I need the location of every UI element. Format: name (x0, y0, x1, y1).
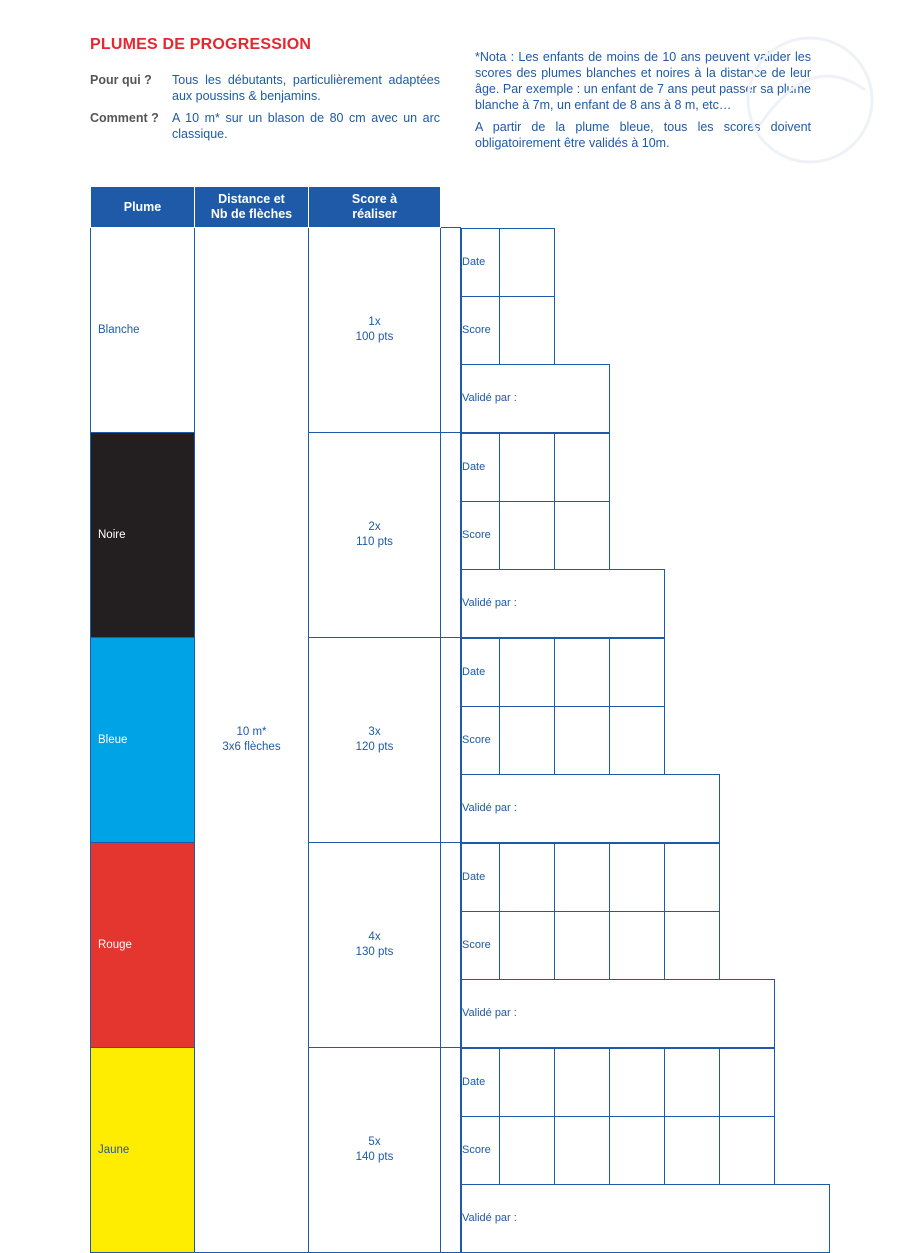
date-entry-cell[interactable] (610, 1048, 665, 1116)
date-label: Date (462, 228, 500, 296)
progression-table (90, 186, 841, 1253)
valide-entry-cell[interactable]: Validé par : (462, 979, 775, 1047)
score-entry-cell[interactable] (720, 1116, 775, 1184)
date-entry-cell[interactable] (555, 433, 610, 501)
date-entry-cell[interactable] (500, 228, 555, 296)
validation-grid (461, 228, 610, 433)
score-cell: 1x 100 pts (309, 228, 441, 433)
header-distance (195, 187, 309, 228)
header-spacer (441, 187, 461, 228)
validation-grid (461, 433, 665, 638)
score-entry-cell[interactable] (555, 501, 610, 569)
date-entry-cell[interactable] (610, 638, 665, 706)
score-cell: 5x 140 pts (309, 1048, 441, 1253)
score-row (462, 706, 720, 774)
gap-cell (441, 843, 461, 1048)
validation-grid-cell (461, 843, 841, 1048)
grid-spacer (665, 638, 720, 706)
score-entry-cell[interactable] (500, 296, 555, 364)
date-label: Date (462, 843, 500, 911)
score-entry-cell[interactable] (610, 1116, 665, 1184)
gap-cell (441, 433, 461, 638)
nota-paragraph: A partir de la plume bleue, tous les scores doivent obligatoirement être validés à 10m. (475, 120, 811, 150)
intro-text: A 10 m* sur un blason de 80 cm avec un arc classique. (172, 111, 440, 141)
validation-grid (461, 1048, 830, 1253)
date-entry-cell[interactable] (500, 1048, 555, 1116)
date-entry-cell[interactable] (610, 843, 665, 911)
score-entry-cell[interactable] (610, 706, 665, 774)
plume-cell: Rouge (91, 843, 195, 1048)
validation-grid-cell (461, 228, 841, 433)
score-entry-cell[interactable] (610, 911, 665, 979)
intro-row-who (90, 72, 440, 104)
date-entry-cell[interactable] (555, 638, 610, 706)
score-entry-cell[interactable] (665, 1116, 720, 1184)
score-row (462, 911, 775, 979)
score-entry-cell[interactable] (500, 911, 555, 979)
plume-cell: Noire (91, 433, 195, 638)
intro-row-how (90, 110, 440, 142)
score-label: Score (462, 501, 500, 569)
date-entry-cell[interactable] (555, 1048, 610, 1116)
date-row (462, 843, 775, 911)
score-label: Score (462, 1116, 500, 1184)
intro-text: Tous les débutants, particulièrement adaptées aux poussins & benjamins. (172, 73, 440, 103)
valide-row (462, 569, 665, 637)
date-entry-cell[interactable] (665, 843, 720, 911)
intro-label: Pour qui ? (90, 73, 152, 87)
score-entry-cell[interactable] (555, 911, 610, 979)
date-label: Date (462, 1048, 500, 1116)
date-row (462, 228, 610, 296)
logo-watermark-icon (740, 30, 880, 170)
grid-spacer (555, 228, 610, 296)
valide-row (462, 364, 610, 432)
date-entry-cell[interactable] (500, 433, 555, 501)
date-row (462, 638, 720, 706)
score-entry-cell[interactable] (500, 706, 555, 774)
date-entry-cell[interactable] (500, 843, 555, 911)
header-score-text: Score à réaliser (351, 192, 398, 221)
table-header-row (91, 187, 841, 228)
validation-grid-cell (461, 433, 841, 638)
validation-grid-cell (461, 1048, 841, 1253)
valide-row (462, 1184, 830, 1252)
valide-entry-cell[interactable]: Validé par : (462, 1184, 830, 1252)
score-entry-cell[interactable] (665, 911, 720, 979)
score-row (462, 1116, 830, 1184)
score-cell: 2x 110 pts (309, 433, 441, 638)
header-score (309, 187, 441, 228)
score-row (462, 501, 665, 569)
grid-spacer (610, 433, 665, 501)
score-entry-cell[interactable] (555, 1116, 610, 1184)
valide-entry-cell[interactable]: Validé par : (462, 364, 610, 432)
date-label: Date (462, 638, 500, 706)
score-cell: 4x 130 pts (309, 843, 441, 1048)
grid-spacer (720, 911, 775, 979)
intro-block (90, 72, 440, 148)
validation-grid (461, 843, 775, 1048)
plume-cell: Blanche (91, 228, 195, 433)
grid-spacer (775, 1116, 830, 1184)
score-row (462, 296, 610, 364)
date-label: Date (462, 433, 500, 501)
gap-cell (441, 638, 461, 843)
score-entry-cell[interactable] (500, 501, 555, 569)
gap-cell (441, 228, 461, 433)
score-entry-cell[interactable] (555, 706, 610, 774)
date-entry-cell[interactable] (720, 1048, 775, 1116)
grid-spacer (610, 501, 665, 569)
page-title: PLUMES DE PROGRESSION (90, 36, 312, 53)
intro-label: Comment ? (90, 111, 159, 125)
grid-spacer (555, 296, 610, 364)
gap-cell (441, 1048, 461, 1253)
valide-entry-cell[interactable]: Validé par : (462, 774, 720, 842)
validation-grid (461, 638, 720, 843)
date-entry-cell[interactable] (500, 638, 555, 706)
header-distance-text: Distance et Nb de flèches (210, 192, 293, 221)
date-row (462, 433, 665, 501)
nota-paragraph: *Nota : Les enfants de moins de 10 ans peuvent valider les scores des plumes blanches et noires à la distance de leur âge. Par exemple : un enfant de 7 ans peut passer sa plume blanche à 7m, un enfant de 8 ans à 8 m, etc… (475, 50, 811, 112)
date-row (462, 1048, 830, 1116)
valide-entry-cell[interactable]: Validé par : (462, 569, 665, 637)
header-plume: Plume (91, 187, 195, 228)
validation-grid-cell (461, 638, 841, 843)
score-label: Score (462, 296, 500, 364)
score-label: Score (462, 706, 500, 774)
plume-cell: Bleue (91, 638, 195, 843)
score-entry-cell[interactable] (500, 1116, 555, 1184)
score-cell: 3x 120 pts (309, 638, 441, 843)
grid-spacer (665, 706, 720, 774)
grid-spacer (775, 1048, 830, 1116)
grid-spacer (720, 843, 775, 911)
valide-row (462, 774, 720, 842)
date-entry-cell[interactable] (555, 843, 610, 911)
distance-cell: 10 m* 3x6 flèches (195, 228, 309, 1253)
plume-cell: Jaune (91, 1048, 195, 1253)
score-label: Score (462, 911, 500, 979)
table-row (91, 228, 841, 433)
valide-row (462, 979, 775, 1047)
date-entry-cell[interactable] (665, 1048, 720, 1116)
header-spacer (461, 187, 841, 228)
